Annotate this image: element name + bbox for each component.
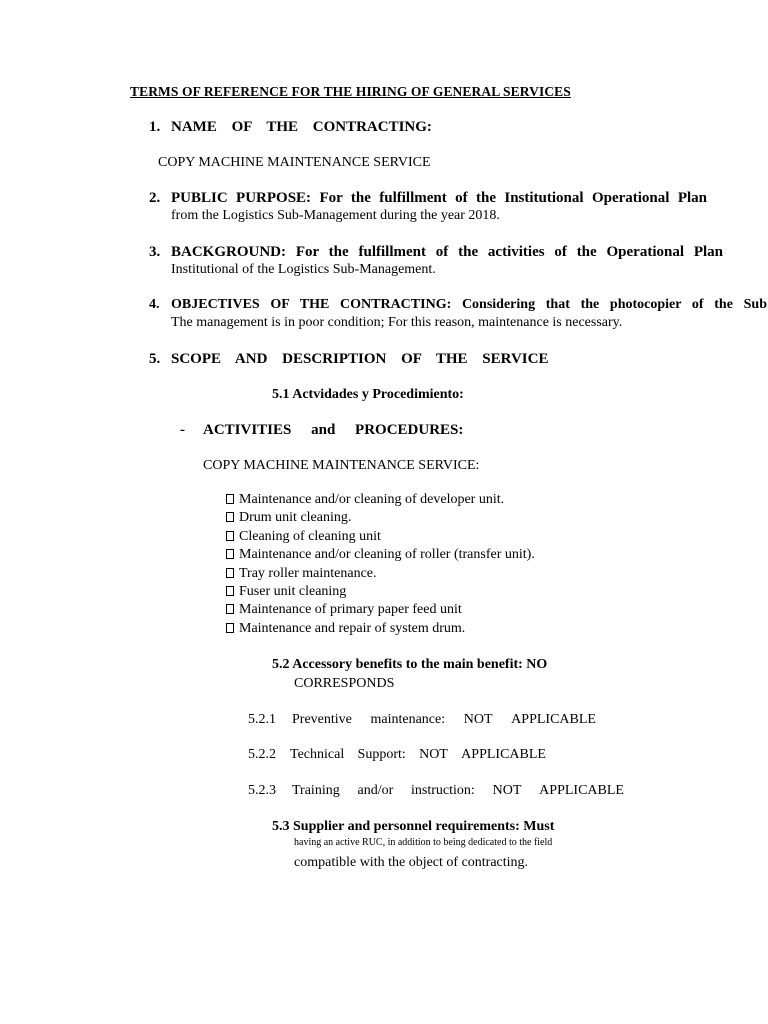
section-4-line2: The management is in poor condition; For this reason, maintenance is necessary. [171,315,623,330]
document-title: TERMS OF REFERENCE FOR THE HIRING OF GENERAL SERVICES [130,84,571,99]
list-item [226,583,535,601]
subsection-5-1-heading: 5.1 Actvidades y Procedimiento: [272,387,464,402]
activities-dash: - [180,422,185,438]
subsection-5-2-1-text [292,712,596,728]
word: instruction: [411,783,475,798]
word: maintenance: [370,712,446,727]
checkbox-glyph-icon [226,512,234,522]
section-3-line1: BACKGROUND: For the fulfillment of the activities of the Operational Plan [171,244,723,260]
checkbox-glyph-icon [226,604,234,614]
service-label: COPY MACHINE MAINTENANCE SERVICE: [203,458,480,473]
list-item [226,620,535,638]
word: NOT [492,783,522,798]
subsection-5-3-line3: compatible with the object of contracting. [294,855,529,870]
list-item-text: Maintenance of primary paper feed unit [239,602,462,618]
list-item-text: Maintenance and/or cleaning of roller (transfer unit). [239,547,535,563]
checkbox-glyph-icon [226,586,234,596]
word: NOT [463,712,493,727]
word: Support: [357,747,406,762]
list-item-text: Drum unit cleaning. [239,510,352,526]
section-4-number: 4. [149,297,160,312]
checkbox-glyph-icon [226,623,234,633]
checkbox-glyph-icon [226,568,234,578]
section-1-body: COPY MACHINE MAINTENANCE SERVICE [158,155,431,170]
subsection-5-2-1-number: 5.2.1 [248,712,276,727]
list-item [226,528,535,546]
list-item [226,509,535,527]
subsection-5-3-line2: having an active RUC, in addition to being dedicated to the field [294,837,553,848]
word: APPLICABLE [539,783,624,798]
checkbox-glyph-icon [226,531,234,541]
word: Technical [290,747,345,762]
section-3-line2: Institutional of the Logistics Sub-Management. [171,262,436,277]
checkbox-glyph-icon [226,494,234,504]
list-item-text: Maintenance and/or cleaning of developer unit. [239,492,505,507]
subsection-5-2-3-text [292,783,624,799]
section-2-line2: from the Logistics Sub-Management during the year 2018. [171,208,500,223]
subsection-5-2-heading: 5.2 Accessory benefits to the main benefit: NO [272,657,548,672]
list-item [226,601,535,619]
list-item-text: Maintenance and repair of system drum. [239,620,466,636]
section-1-number: 1. [149,119,161,135]
subsection-5-2-3-number: 5.2.3 [248,783,276,798]
word: APPLICABLE [461,747,546,762]
list-item [226,546,535,564]
subsection-5-2-2-number: 5.2.2 [248,747,276,762]
list-item [226,491,535,509]
activities-heading: ACTIVITIES and PROCEDURES: [203,422,464,438]
word: NOT [419,747,448,762]
section-2-line1: PUBLIC PURPOSE: For the fulfillment of the Institutional Operational Plan [171,190,707,206]
word: and/or [357,783,394,798]
checkbox-glyph-icon [226,549,234,559]
section-4-line1: OBJECTIVES OF THE CONTRACTING: Considering that the photocopier of the Sub [171,297,767,312]
list-item-text: Tray roller maintenance. [239,565,377,581]
subsection-5-2-line2: CORRESPONDS [294,676,395,691]
subsection-5-2-2-text [290,747,546,763]
word: Training [292,783,340,798]
word: Preventive [292,712,352,727]
list-item-text: Cleaning of cleaning unit [239,528,381,544]
list-item [226,565,535,583]
section-3-number: 3. [149,244,161,260]
section-5-heading: SCOPE AND DESCRIPTION OF THE SERVICE [171,351,549,367]
word: APPLICABLE [511,712,596,727]
list-item-text: Fuser unit cleaning [239,584,347,600]
activities-list [226,491,535,638]
section-1-heading: NAME OF THE CONTRACTING: [171,119,432,135]
subsection-5-3-heading: 5.3 Supplier and personnel requirements: Must [272,819,555,834]
section-2-number: 2. [149,190,161,206]
section-5-number: 5. [149,351,161,367]
